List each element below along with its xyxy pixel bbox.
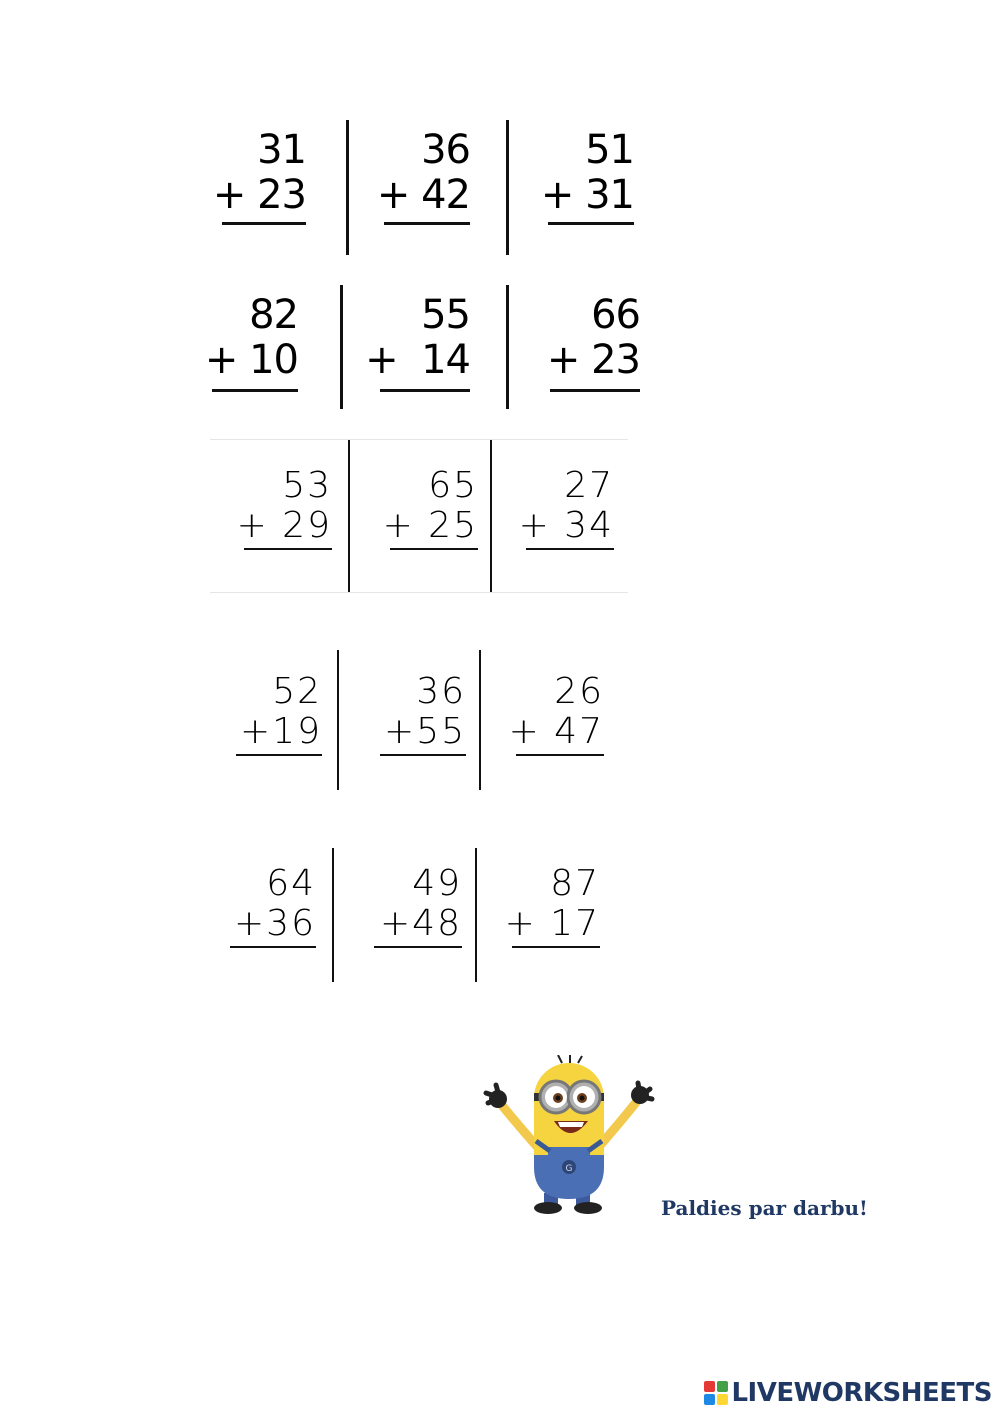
- addend-top: 27: [564, 465, 614, 506]
- addend-top: 66: [591, 292, 640, 338]
- sum-line: [230, 946, 316, 948]
- addition-problem: [546, 292, 640, 385]
- column-divider: [348, 440, 350, 592]
- sum-line: [550, 389, 640, 392]
- addend-bottom: + 47: [508, 711, 604, 752]
- sum-line: [236, 754, 322, 756]
- sum-line: [512, 946, 600, 948]
- column-divider: [340, 285, 343, 409]
- sum-line: [526, 548, 614, 550]
- sum-line: [516, 754, 604, 756]
- sum-line: [384, 222, 470, 225]
- sum-line: [380, 389, 470, 392]
- column-divider: [479, 650, 481, 790]
- addend-bottom: + 14: [365, 337, 470, 383]
- addition-problem: [540, 127, 634, 220]
- addition-problem: [236, 465, 332, 548]
- addend-top: 36: [421, 127, 470, 173]
- addition-problem: [374, 863, 462, 946]
- addend-bottom: +48: [380, 903, 462, 944]
- sum-line: [244, 548, 332, 550]
- addition-problem: [204, 292, 298, 385]
- addend-top: 64: [266, 863, 316, 904]
- liveworksheets-mark-icon: [704, 1381, 728, 1405]
- sum-line: [548, 222, 634, 225]
- addition-problem: [376, 127, 470, 220]
- addend-bottom: + 42: [376, 172, 470, 218]
- addition-problem: [236, 671, 322, 754]
- column-divider: [475, 848, 477, 982]
- addend-bottom: + 23: [546, 337, 640, 383]
- addend-bottom: +19: [240, 711, 322, 752]
- column-divider: [506, 285, 509, 409]
- sum-line: [212, 389, 298, 392]
- thanks-message: Paldies par darbu!: [661, 1196, 868, 1220]
- problem-row-4: [220, 650, 620, 790]
- addend-top: 53: [282, 465, 332, 506]
- sum-line: [222, 222, 306, 225]
- addend-bottom: +55: [384, 711, 466, 752]
- column-divider: [332, 848, 334, 982]
- addend-bottom: + 25: [382, 505, 478, 546]
- svg-text:G: G: [565, 1164, 573, 1174]
- addend-top: 31: [257, 127, 306, 173]
- addend-top: 82: [249, 292, 298, 338]
- addition-problem: [365, 292, 470, 385]
- column-divider: [337, 650, 339, 790]
- column-divider: [346, 120, 349, 255]
- addend-top: 36: [416, 671, 466, 712]
- addition-problem: [212, 127, 306, 220]
- addend-bottom: + 10: [204, 337, 298, 383]
- minion-cartoon-icon: [478, 1055, 658, 1215]
- addend-bottom: + 31: [540, 172, 634, 218]
- addend-bottom: + 29: [236, 505, 332, 546]
- column-divider: [490, 440, 492, 592]
- problem-row-5: [220, 848, 620, 982]
- addend-bottom: + 34: [518, 505, 614, 546]
- problem-row-2: [204, 285, 650, 409]
- addition-problem: [504, 863, 600, 946]
- addend-bottom: +36: [234, 903, 316, 944]
- addend-top: 51: [585, 127, 634, 173]
- addend-top: 55: [421, 292, 470, 338]
- column-divider: [506, 120, 509, 255]
- addend-top: 52: [272, 671, 322, 712]
- addend-top: 49: [412, 863, 462, 904]
- brand-name: LIVEWORKSHEETS: [731, 1378, 992, 1408]
- liveworksheets-logo: [704, 1378, 992, 1408]
- addend-top: 87: [550, 863, 600, 904]
- addend-bottom: + 17: [504, 903, 600, 944]
- addend-top: 26: [554, 671, 604, 712]
- addend-bottom: + 23: [212, 172, 306, 218]
- addition-problem: [230, 863, 316, 946]
- addition-problem: [518, 465, 614, 548]
- addition-problem: [380, 671, 466, 754]
- addend-top: 65: [428, 465, 478, 506]
- problem-row-1: [210, 120, 650, 255]
- addition-problem: [382, 465, 478, 548]
- sum-line: [380, 754, 466, 756]
- sum-line: [390, 548, 478, 550]
- sum-line: [374, 946, 462, 948]
- addition-problem: [508, 671, 604, 754]
- problem-row-3: [210, 439, 628, 593]
